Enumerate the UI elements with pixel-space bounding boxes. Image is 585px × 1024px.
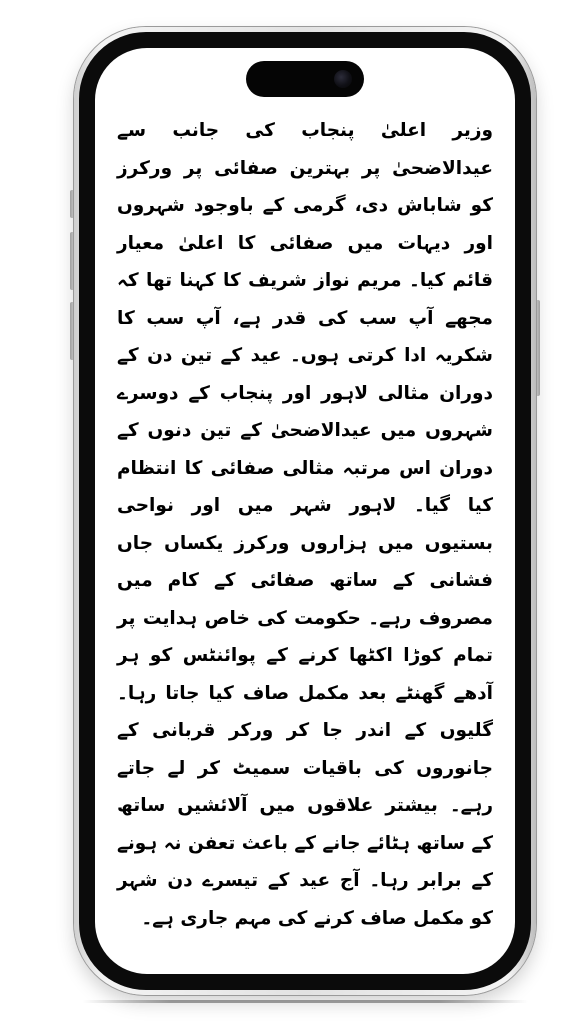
dynamic-island bbox=[246, 61, 364, 97]
phone-frame bbox=[74, 27, 536, 995]
phone-shadow bbox=[82, 1000, 528, 1003]
phone-screen bbox=[95, 48, 515, 974]
phone-bezel bbox=[79, 32, 531, 990]
camera-icon bbox=[334, 70, 352, 88]
article-text: وزیر اعلیٰ پنجاب کی جانب سے عیدالاضحیٰ پر بہترین صفائی پر ورکرز کو شاباش دی، گرمی کے باوجود شہروں اور دیہات میں صفائی کا اعلیٰ معیار قائم کیا۔ مریم نواز شریف کا کہنا تھا کہ مجھے آپ سب کی قدر ہے، آپ سب کا شکریہ ادا کرتی ہوں۔ عید کے تین دن کے دوران مثالی لاہور اور پنجاب کے دوسرے شہروں میں عیدالاضحیٰ کے تین دنوں کے دوران اس مرتبہ مثالی صفائی کا انتظام کیا گیا۔ لاہور شہر میں اور نواحی بستیوں میں ہزاروں ورکرز یکساں جاں فشانی کے ساتھ صفائی کے کام میں مصروف رہے۔ حکومت کی خاص ہدایت پر تمام کوڑا اکٹھا کرنے کے پوائنٹس کو ہر آدھے گھنٹے بعد مکمل صاف کیا جاتا رہا۔ گلیوں کے اندر جا کر ورکر قربانی کے جانوروں کی باقیات سمیٹ کر لے جاتے رہے۔ بیشتر علاقوں میں آلائشیں ساتھ کے ساتھ ہٹائے جانے کے باعث تعفن نہ ہونے کے برابر رہا۔ آج عید کے تیسرے دن شہر کو مکمل صاف کرنے کی مہم جاری ہے۔ bbox=[117, 120, 493, 929]
